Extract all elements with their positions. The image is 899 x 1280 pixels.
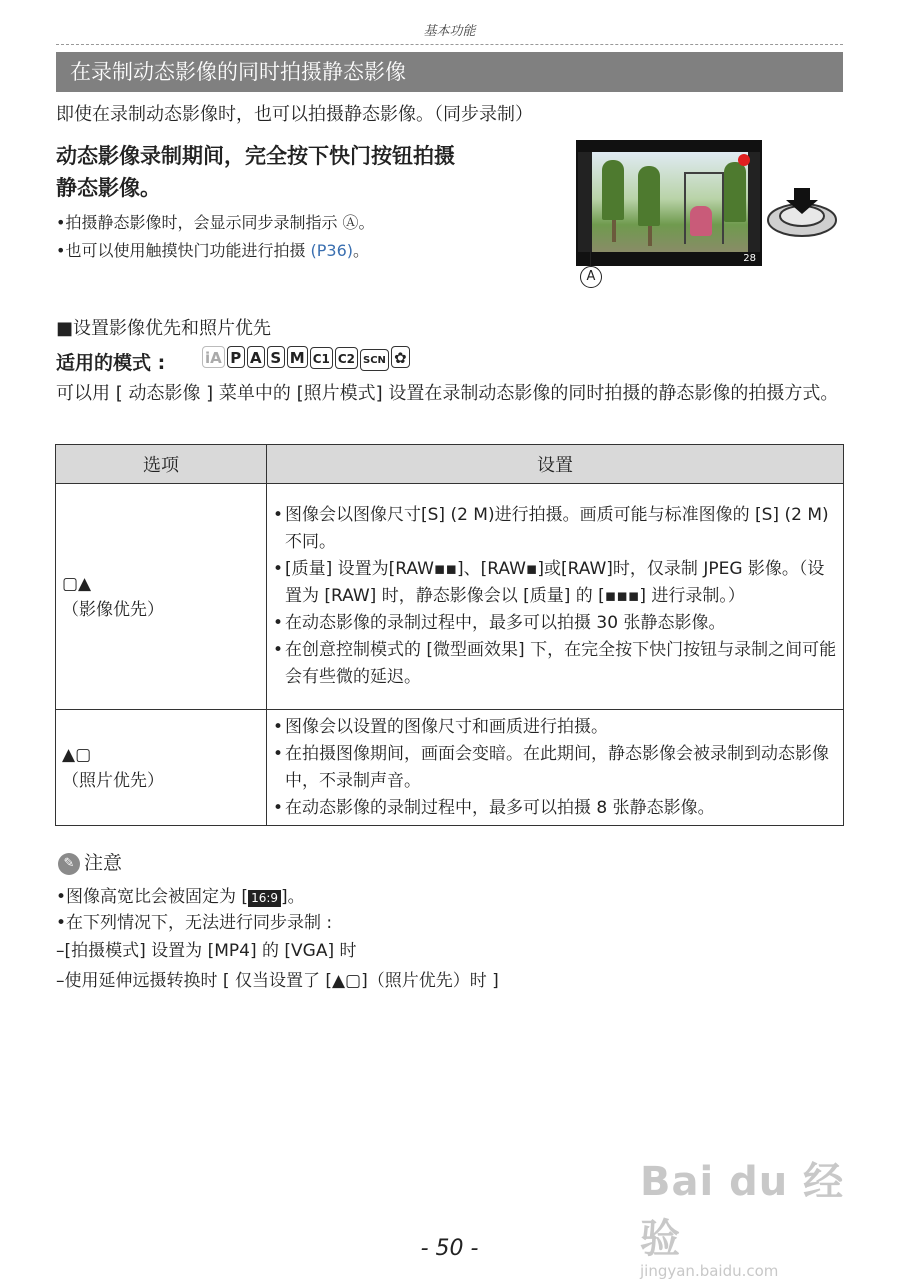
photo-priority-icon: ▲▢ [62, 744, 92, 765]
shutter-button-icon [766, 186, 838, 238]
list-item: • [质量] 设置为[RAW▪▪]、[RAW▪]或[RAW]时，仅录制 JPEG 影像。（设置为 [RAW] 时，静态影像会以 [质量] 的 [▪▪▪] 进行录制。） [273, 556, 837, 610]
column-header-setting: 设置 [267, 445, 844, 484]
page-reference-link[interactable]: (P36) [310, 241, 354, 260]
settings-description: 可以用 [ 动态影像 ] 菜单中的 [照片模式] 设置在录制动态影像的同时拍摄的静态影像的拍摄方式。 [56, 383, 839, 404]
tree-shape [602, 160, 624, 220]
list-item: • 在拍摄图像期间，画面会变暗。在此期间，静态影像会被录制到动态影像中，不录制声音。 [273, 741, 837, 795]
mode-c1-icon: C1 [310, 347, 333, 369]
baidu-watermark-logo [640, 1150, 850, 1280]
callout-label-a: A [580, 266, 602, 288]
mode-creative-control-icon: ✿ [391, 346, 410, 368]
page-number: - 50 - [420, 1236, 479, 1261]
camera-top-status-bar [578, 142, 760, 152]
record-indicator-icon [738, 154, 750, 166]
table-row [56, 484, 844, 710]
video-priority-icon: ▢▲ [62, 573, 92, 594]
applicable-modes-icons [202, 346, 412, 371]
settings-heading: ■设置影像优先和照片优先 [56, 318, 272, 339]
camera-left-status-bar [578, 152, 592, 256]
option-photo-priority [56, 710, 267, 826]
list-item: • 图像会以设置的图像尺寸和画质进行拍摄。 [273, 714, 837, 741]
camera-bottom-status-bar [578, 252, 760, 264]
bullet-touch-shutter: •也可以使用触摸快门功能进行拍摄 (P36)。 [56, 241, 370, 260]
pencil-icon: ✎ [58, 853, 80, 875]
note-aspect-ratio-end: ]。 [281, 887, 305, 907]
camera-right-status-bar [748, 152, 760, 256]
mode-a-icon: A [247, 346, 265, 368]
bullet-sync-indicator: •拍摄静态影像时，会显示同步录制指示 Ⓐ。 [56, 213, 375, 232]
camera-screen-illustration [576, 140, 762, 266]
note-aspect-ratio-text: •图像高宽比会被固定为 [ [56, 887, 249, 907]
note-title: 注意 [84, 852, 123, 874]
note-condition-teleconverter: –使用延伸远摄转换时 [ 仅当设置了 [▲▢]（照片优先）时 ] [56, 971, 499, 991]
mode-m-icon: M [287, 346, 308, 368]
options-table [55, 444, 844, 826]
page-header-category: 基本功能 [423, 24, 476, 39]
option-label: （影像优先） [62, 599, 164, 620]
header-divider [56, 44, 843, 45]
tree-shape [638, 166, 660, 226]
bullet-sync-indicator-text: 拍摄静态影像时，会显示同步录制指示 Ⓐ。 [65, 213, 375, 232]
table-header-row [56, 445, 844, 484]
person-on-swing [690, 206, 712, 236]
list-item: • 在动态影像的录制过程中，最多可以拍摄 8 张静态影像。 [273, 795, 837, 822]
applicable-modes-label: 适用的模式 : [56, 352, 166, 374]
camera-preview-scene [592, 152, 750, 256]
note-condition-mp4-vga: –[拍摄模式] 设置为 [MP4] 的 [VGA] 时 [56, 941, 357, 961]
option-video-priority [56, 484, 267, 710]
note-heading [58, 848, 122, 875]
mode-ia-icon: iA [202, 346, 225, 368]
instruction-heading-line2: 静态影像。 [56, 176, 161, 200]
list-item: • 图像会以图像尺寸[S] (2 M)进行拍摄。画质可能与标准图像的 [S] (2 M) 不同。 [273, 502, 837, 556]
column-header-option: 选项 [56, 445, 267, 484]
watermark-url: jingyan.baidu.com [640, 1262, 779, 1280]
mode-s-icon: S [267, 346, 285, 368]
setting-cell [267, 484, 844, 710]
watermark-main: Bai du 经验 [640, 1159, 845, 1262]
instruction-heading [56, 140, 556, 204]
list-item: • 在创意控制模式的 [微型画效果] 下，在完全按下快门按钮与录制之间可能会有些微的延迟。 [273, 637, 837, 691]
instruction-heading-line1: 动态影像录制期间，完全按下快门按钮拍摄 [56, 144, 455, 168]
bullet-touch-shutter-text: 也可以使用触摸快门功能进行拍摄 [65, 241, 311, 260]
note-conditions: •在下列情况下，无法进行同步录制 : [56, 913, 333, 933]
remaining-shots-count: 28 [743, 253, 756, 264]
tree-shape [724, 162, 746, 222]
list-item: • 在动态影像的录制过程中，最多可以拍摄 30 张静态影像。 [273, 610, 837, 637]
setting-cell [267, 710, 844, 826]
intro-text: 即使在录制动态影像时，也可以拍摄静态影像。（同步录制） [56, 104, 533, 125]
mode-c2-icon: C2 [335, 347, 358, 369]
mode-scn-icon: SCN [360, 349, 389, 371]
aspect-ratio-icon: 16:9 [248, 890, 281, 907]
mode-p-icon: P [227, 346, 245, 368]
bullet-touch-shutter-end: 。 [353, 241, 370, 260]
table-row [56, 710, 844, 826]
section-title: 在录制动态影像的同时拍摄静态影像 [56, 52, 843, 92]
callout-pointer-line [590, 244, 591, 266]
note-aspect-ratio [56, 882, 305, 907]
option-label: （照片优先） [62, 770, 164, 791]
